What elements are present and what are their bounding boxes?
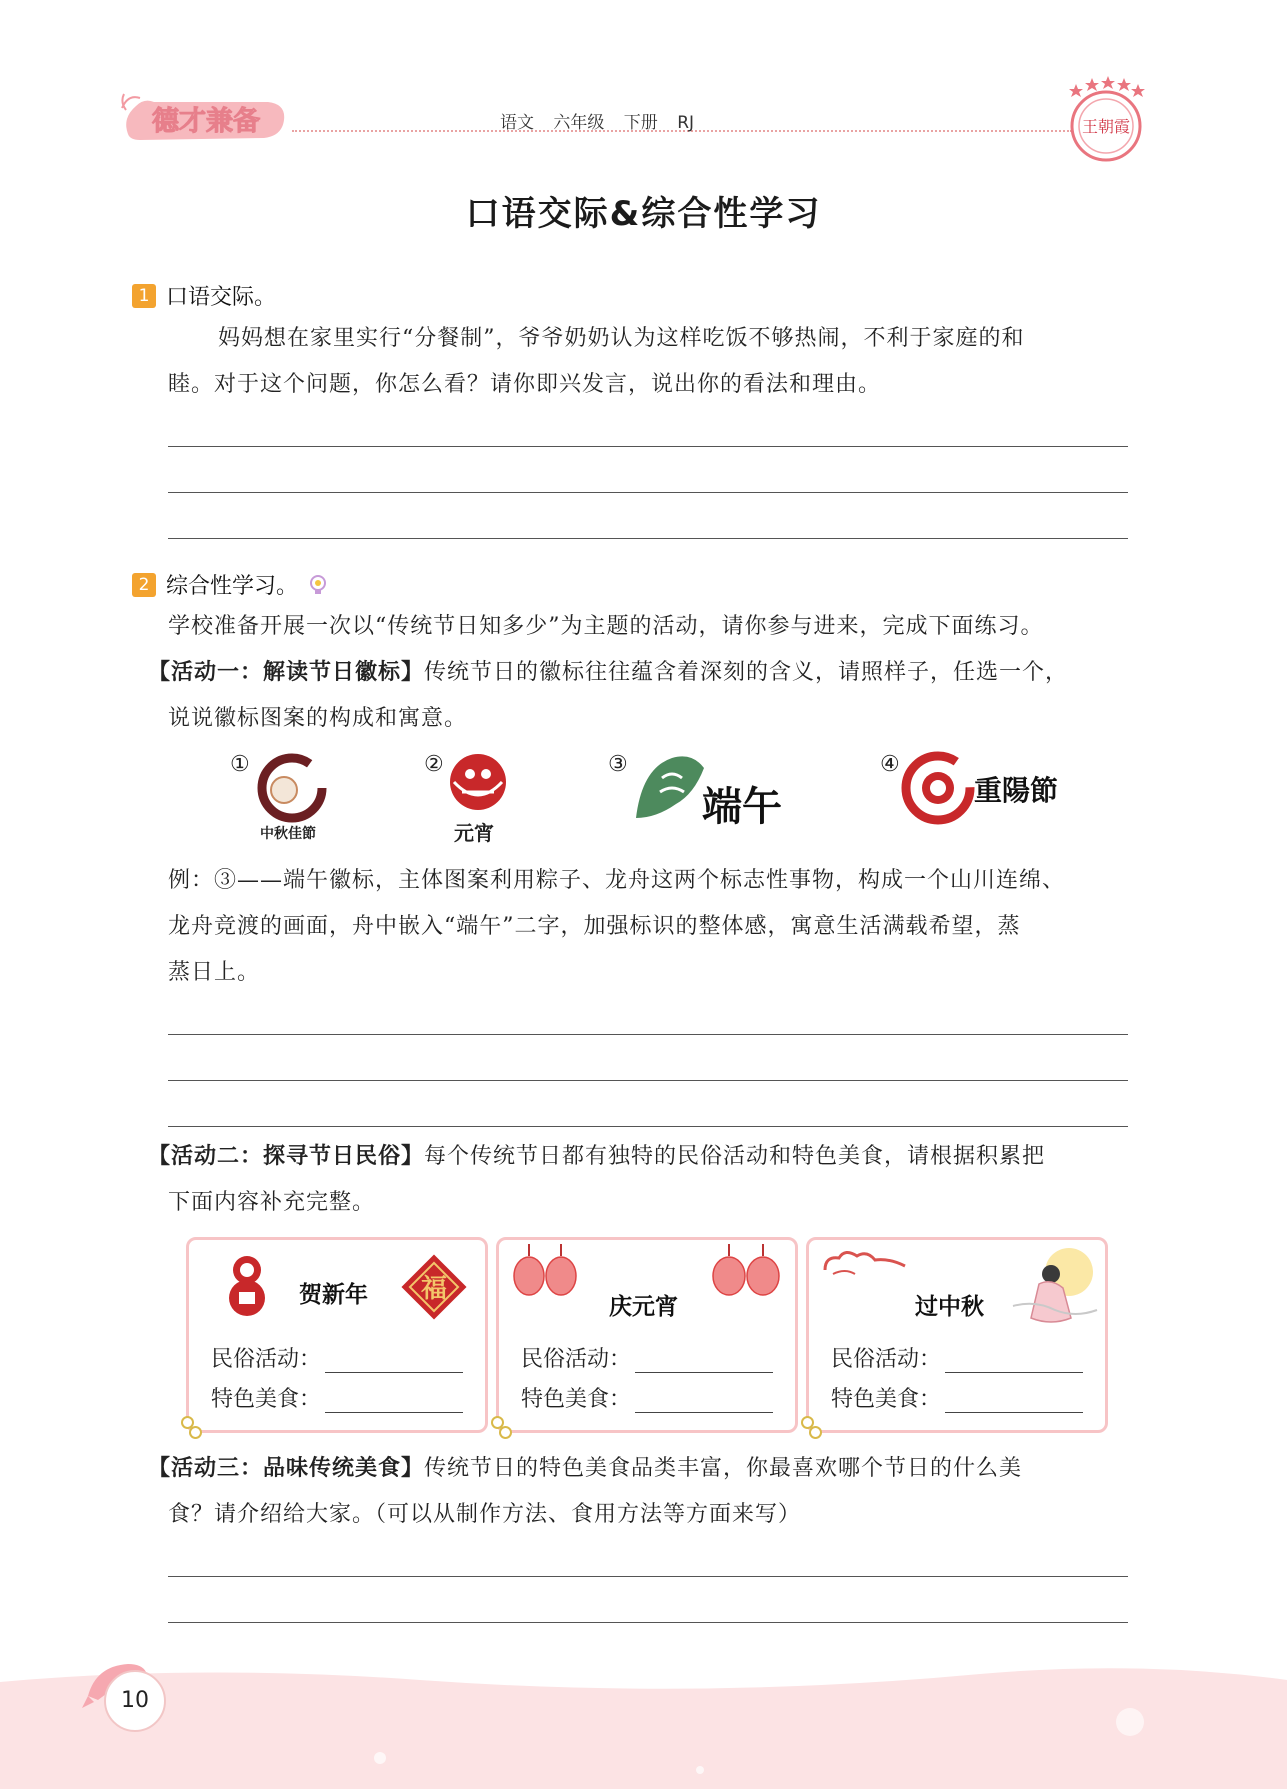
decor-dot (809, 1426, 822, 1439)
card-title: 过中秋 (915, 1294, 984, 1320)
activity-3-tag: 【活动三：品味传统美食】 (148, 1456, 425, 1481)
brand-text: 德才兼备 (152, 106, 260, 137)
auspicious-cloud-icon (819, 1246, 909, 1286)
page-number: 10 (104, 1670, 166, 1732)
answer-line[interactable] (168, 1576, 1128, 1577)
activity-2-tag: 【活动二：探寻节日民俗】 (148, 1144, 425, 1169)
special-food-field (521, 1382, 773, 1413)
field-label: 民俗活动： (831, 1347, 942, 1372)
festival-card-mid-autumn (806, 1237, 1108, 1433)
activity-2-line-2: 下面内容补充完整。 (168, 1190, 376, 1215)
dragon-boat-logo-icon (632, 748, 792, 838)
activity-1-text: 传统节日的徽标往往蕴含着深刻的含义，请照样子，任选一个， (424, 660, 1069, 685)
card-title: 贺新年 (299, 1282, 368, 1308)
festival-card-lantern (496, 1237, 798, 1433)
activity-3-line-2: 食？请介绍给大家。（可以从制作方法、食用方法等方面来写） (168, 1502, 802, 1527)
header-subject: 语文 六年级 下册 RJ (500, 113, 695, 133)
activity-2-line-1 (148, 1134, 1045, 1180)
folk-activity-field (521, 1342, 773, 1373)
logo-caption: 端午 (702, 783, 782, 830)
answer-line[interactable] (168, 492, 1128, 493)
question-number-badge: 2 (132, 573, 156, 597)
answer-line[interactable] (168, 1034, 1128, 1035)
seal-text: 王朝霞 (1081, 117, 1131, 136)
answer-line[interactable] (168, 1622, 1128, 1623)
lanterns-icon (709, 1244, 785, 1304)
special-food-blank[interactable] (635, 1390, 773, 1413)
field-label: 民俗活动： (521, 1347, 632, 1372)
logo-caption: 元宵 (454, 821, 494, 845)
folk-activity-field (211, 1342, 463, 1373)
folk-activity-blank[interactable] (325, 1350, 463, 1373)
lantern-festival-logo-icon (444, 748, 514, 848)
lanterns-icon (511, 1244, 581, 1304)
logo-number: ③ (608, 752, 628, 777)
activity-2-text: 每个传统节日都有独特的民俗活动和特色美食，请根据积累把 (424, 1144, 1046, 1169)
field-label: 特色美食： (521, 1387, 632, 1412)
logo-caption: 中秋佳節 (260, 826, 316, 842)
mid-autumn-logo-icon (250, 750, 330, 846)
q1-paragraph-line-1: 妈妈想在家里实行“分餐制”，爷爷奶奶认为这样吃饭不够热闹，不利于家庭的和 (218, 326, 1025, 351)
special-food-field (211, 1382, 463, 1413)
svg-text:福: 福 (420, 1274, 448, 1304)
author-seal-icon (1060, 74, 1148, 170)
logo-number: ① (230, 752, 250, 777)
answer-line[interactable] (168, 1126, 1128, 1127)
question-1-heading (132, 280, 276, 311)
field-label: 特色美食： (831, 1387, 942, 1412)
double-ninth-logo-icon (900, 750, 1060, 830)
activity-3-line-1 (148, 1446, 1022, 1492)
fu-character-icon (397, 1250, 471, 1324)
special-food-field (831, 1382, 1083, 1413)
field-label: 民俗活动： (211, 1347, 322, 1372)
lightbulb-icon (308, 574, 328, 596)
activity-3-text: 传统节日的特色美食品类丰富，你最喜欢哪个节日的什么美 (424, 1456, 1023, 1481)
folk-activity-blank[interactable] (945, 1350, 1083, 1373)
decor-dot (189, 1426, 202, 1439)
brand-logo (118, 88, 290, 144)
answer-line[interactable] (168, 446, 1128, 447)
page-title: 口语交际&综合性学习 (465, 194, 822, 234)
answer-line[interactable] (168, 1080, 1128, 1081)
question-1-title: 口语交际。 (166, 285, 277, 310)
decor-dot (499, 1426, 512, 1439)
q1-paragraph-line-2: 睦。对于这个问题，你怎么看？请你即兴发言，说出你的看法和理由。 (168, 372, 882, 397)
activity-1-line-1 (148, 650, 1068, 696)
logo-number: ② (424, 752, 444, 777)
special-food-blank[interactable] (325, 1390, 463, 1413)
paper-cut-doll-icon (217, 1252, 277, 1318)
logo-number: ④ (880, 752, 900, 777)
example-line-2: 龙舟竞渡的画面，舟中嵌入“端午”二字，加强标识的整体感，寓意生活满载希望，蒸 (168, 914, 1021, 939)
card-title: 庆元宵 (609, 1294, 678, 1320)
activity-1-line-2: 说说徽标图案的构成和寓意。 (168, 706, 468, 731)
moon-fairy-icon (1005, 1244, 1101, 1330)
festival-card-new-year (186, 1237, 488, 1433)
question-number-badge: 1 (132, 284, 156, 308)
example-line-3: 蒸日上。 (168, 960, 261, 985)
footer-wave-decoration (0, 1660, 1287, 1789)
q2-intro: 学校准备开展一次以“传统节日知多少”为主题的活动，请你参与进来，完成下面练习。 (168, 614, 1044, 639)
question-2-title: 综合性学习。 (166, 574, 299, 599)
special-food-blank[interactable] (945, 1390, 1083, 1413)
answer-line[interactable] (168, 538, 1128, 539)
activity-1-tag: 【活动一：解读节日徽标】 (148, 660, 425, 685)
logo-caption: 重陽節 (973, 774, 1059, 807)
field-label: 特色美食： (211, 1387, 322, 1412)
folk-activity-blank[interactable] (635, 1350, 773, 1373)
folk-activity-field (831, 1342, 1083, 1373)
question-2-heading (132, 569, 328, 600)
example-line-1: 例：③——端午徽标，主体图案利用粽子、龙舟这两个标志性事物，构成一个山川连绵、 (168, 868, 1066, 893)
